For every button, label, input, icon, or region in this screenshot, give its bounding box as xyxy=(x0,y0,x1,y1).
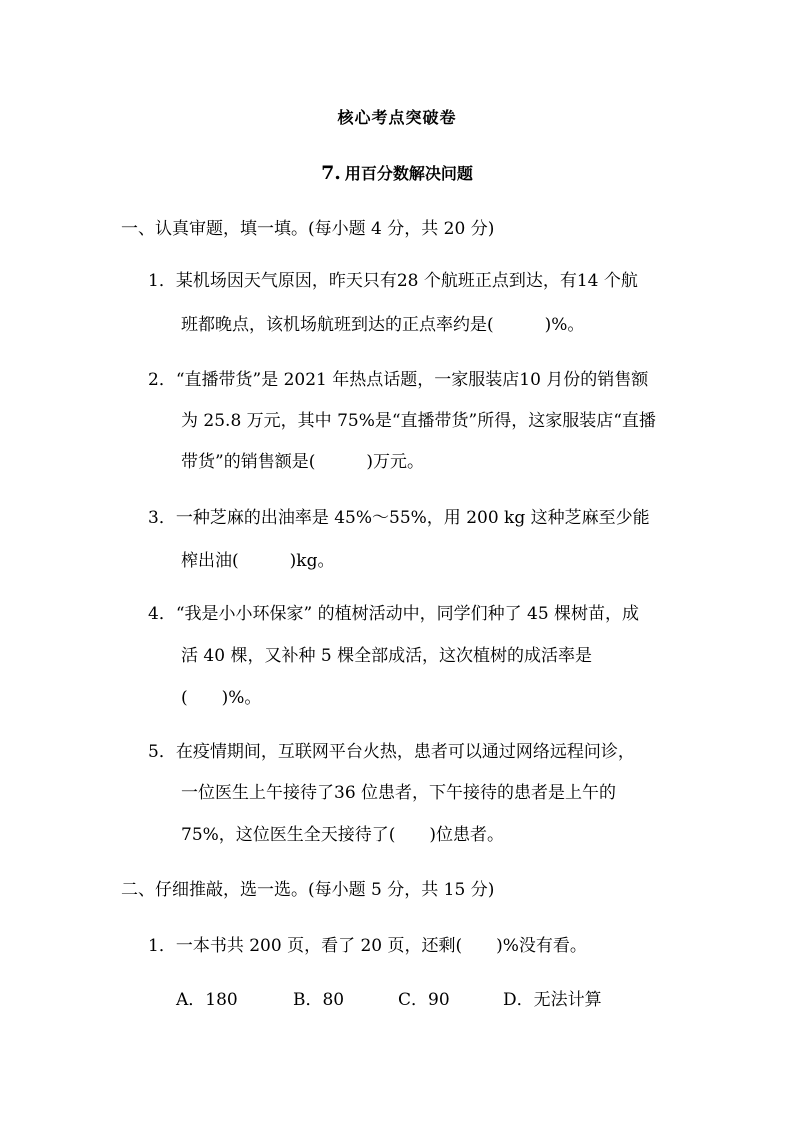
section-1-heading: 一、认真审题，填一填。(每小题 4 分，共 20 分) xyxy=(121,219,495,239)
question-2-line-3: 带货”的销售额是( )万元。 xyxy=(181,452,424,472)
option-b: B．80 xyxy=(293,990,345,1010)
question-4-line-3: ( )%。 xyxy=(181,688,262,708)
section-2-heading: 二、仔细推敲，选一选。(每小题 5 分，共 15 分) xyxy=(121,880,495,900)
option-a: A．180 xyxy=(176,990,238,1010)
question-5-line-2: 一位医生上午接待了36 位患者，下午接待的患者是上午的 xyxy=(181,783,617,803)
question-3-line-1: 3．一种芝麻的出油率是 45%～55%，用 200 kg 这种芝麻至少能 xyxy=(148,508,650,528)
question-3-line-2: 榨出油( )kg。 xyxy=(181,551,335,571)
question-4-line-2: 活 40 棵，又补种 5 棵全部成活，这次植树的成活率是 xyxy=(181,646,593,666)
question-1-line-1: 1．某机场因天气原因，昨天只有28 个航班正点到达，有14 个航 xyxy=(148,271,638,291)
question-4-line-1: 4．“我是小小环保家” 的植树活动中，同学们种了 45 棵树苗，成 xyxy=(148,604,640,624)
unit-name: 用百分数解决问题 xyxy=(344,164,473,183)
question-2-line-1: 2．“直播带货”是 2021 年热点话题，一家服装店10 月份的销售额 xyxy=(148,370,649,390)
unit-number: 7. xyxy=(321,162,341,184)
option-d: D．无法计算 xyxy=(503,990,602,1010)
paper-title: 核心考点突破卷 xyxy=(337,108,457,127)
question-5-line-1: 5．在疫情期间，互联网平台火热，患者可以通过网络远程问诊， xyxy=(148,742,635,762)
question-2-line-2: 为 25.8 万元，其中 75%是“直播带货”所得，这家服装店“直播 xyxy=(181,411,656,431)
choice-question-1-stem: 1．一本书共 200 页，看了 20 页，还剩( )%没有看。 xyxy=(148,936,587,956)
unit-title xyxy=(0,162,794,185)
question-1-line-2: 班都晚点，该机场航班到达的正点率约是( )%。 xyxy=(181,315,585,335)
option-c: C．90 xyxy=(398,990,450,1010)
question-5-line-3: 75%，这位医生全天接待了( )位患者。 xyxy=(181,825,505,845)
